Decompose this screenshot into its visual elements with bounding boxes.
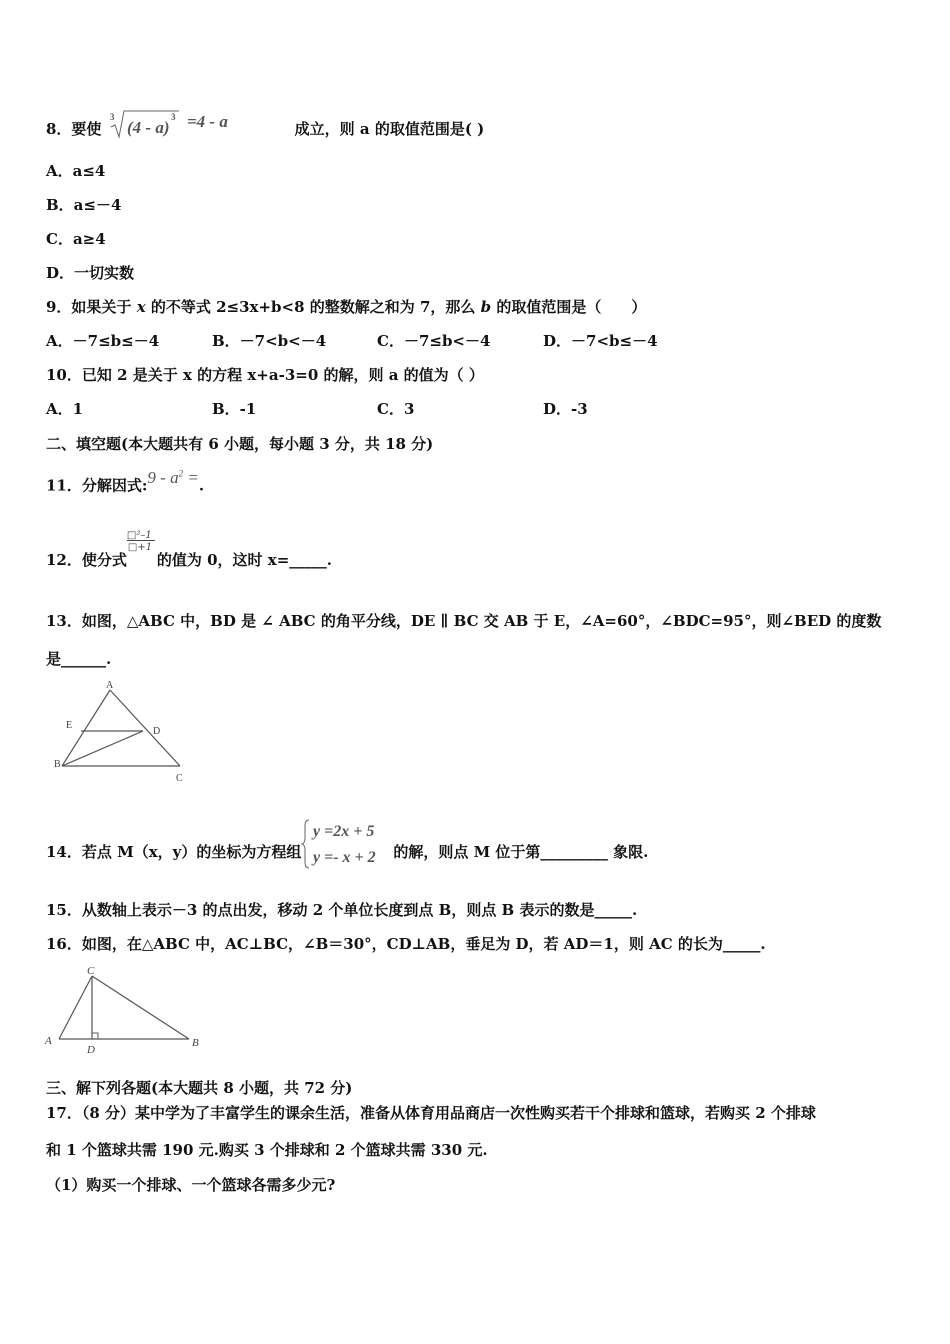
q14-stem — [46, 823, 649, 866]
q8-prefix: 8．要使 — [46, 120, 102, 138]
q9-option-b: B．－7<b<－4 — [212, 332, 327, 350]
q8-stem — [46, 112, 485, 145]
q11-exp: 2 — [178, 468, 184, 478]
triangle-figure-16 — [42, 962, 212, 1057]
q16-stem: 16．如图，在△ABC 中，AC⊥BC，∠B＝30°，CD⊥AB，垂足为 D，若 AD＝1，则 AC 的长为_____. — [46, 935, 766, 953]
section-3-heading: 三、解下列各题(本大题共 8 小题，共 72 分) — [46, 1079, 353, 1097]
label-d: D — [153, 726, 161, 737]
q11-end: . — [198, 476, 205, 495]
q11-equals: = — [187, 467, 199, 487]
q9-text-1: 9．如果关于 — [46, 298, 132, 316]
q12-numerator: □²–1 — [126, 530, 152, 541]
q8-option-b: B．a≤－4 — [46, 196, 122, 214]
q11-prefix: 11．分解因式: — [46, 476, 148, 495]
q10-stem: 10．已知 2 是关于 x 的方程 x+a-3=0 的解，则 a 的值为（ ） — [46, 366, 484, 384]
section-2-heading: 二、填空题(本大题共有 6 小题，每小题 3 分，共 18 分) — [46, 435, 434, 453]
label-c: C — [87, 965, 95, 977]
q15-stem: 15．从数轴上表示－3 的点出发，移动 2 个单位长度到点 B，则点 B 表示的数是_____. — [46, 901, 638, 919]
q8-option-d: D．一切实数 — [46, 264, 135, 282]
radical-sign-icon — [107, 109, 307, 139]
right-angle-icon — [92, 1033, 98, 1039]
q17-subquestion-1: （1）购买一个排球、一个篮球各需多少元? — [46, 1176, 336, 1194]
q10-option-d: D．-3 — [543, 400, 588, 418]
q12-stem — [46, 530, 332, 570]
q8-suffix: 成立，则 a 的取值范围是( ) — [294, 120, 485, 138]
label-a: A — [106, 680, 114, 691]
q17-line-1: 17．（8 分）某中学为了丰富学生的课余生活，准备从体育用品商店一次性购买若干个排球和篮球，若购买 2 个排球 — [46, 1104, 816, 1122]
q12-suffix: 的值为 0，这时 x=_____. — [156, 551, 332, 569]
q8-option-c: C．a≥4 — [46, 230, 106, 248]
q8-option-a: A．a≤4 — [46, 162, 106, 180]
q9-text-3: 的取值范围是（ ） — [496, 298, 647, 316]
q10-option-b: B．-1 — [212, 400, 257, 418]
q8-radical — [107, 112, 307, 145]
label-d: D — [87, 1044, 95, 1056]
q14-prefix: 14．若点 M（x，y）的坐标为方程组 — [46, 843, 302, 861]
radical-index: 3 — [109, 112, 115, 122]
q9-text-2: 的不等式 2≤3x+b<8 的整数解之和为 7，那么 — [150, 298, 476, 316]
q13-line-2: 是______. — [46, 650, 112, 668]
q9-var-x: x — [136, 298, 146, 316]
label-b: B — [54, 759, 61, 770]
q11-stem — [46, 467, 205, 496]
label-b: B — [192, 1037, 199, 1049]
q10-option-c: C．3 — [377, 400, 415, 418]
q17-line-2: 和 1 个篮球共需 190 元.购买 3 个排球和 2 个篮球共需 330 元. — [46, 1141, 488, 1159]
q12-fraction — [126, 530, 157, 570]
q9-stem — [46, 297, 646, 317]
label-e: E — [66, 720, 73, 731]
q9-option-c: C．－7≤b<－4 — [377, 332, 491, 350]
q14-eq1: y =2x + 5 — [313, 823, 375, 840]
label-a: A — [45, 1035, 52, 1047]
radical-equals: =4 - a — [186, 112, 228, 131]
radical-inner: (4 - a) — [126, 118, 170, 137]
triangle-figure-13 — [50, 676, 195, 786]
q12-denominator: □+1 — [127, 542, 153, 553]
q12-prefix: 12．使分式 — [46, 551, 127, 569]
q9-option-a: A．－7≤b≤－4 — [46, 332, 160, 350]
q14-suffix: 的解，则点 M 位于第_________ 象限. — [393, 843, 649, 861]
q14-system — [301, 823, 393, 866]
q9-var-b: b — [480, 298, 492, 316]
label-c: C — [176, 773, 183, 784]
radical-exp: 3 — [170, 112, 176, 122]
q14-eq2: y =- x + 2 — [313, 849, 377, 866]
q11-expr: 9 - a — [147, 467, 179, 487]
q9-option-d: D．－7<b≤－4 — [543, 332, 658, 350]
brace-icon — [301, 816, 393, 872]
q13-line-1: 13．如图，△ABC 中，BD 是 ∠ ABC 的角平分线，DE ∥ BC 交 AB 于 E，∠A=60°，∠BDC=95°，则∠BED 的度数 — [46, 612, 882, 630]
q10-option-a: A．1 — [46, 400, 84, 418]
